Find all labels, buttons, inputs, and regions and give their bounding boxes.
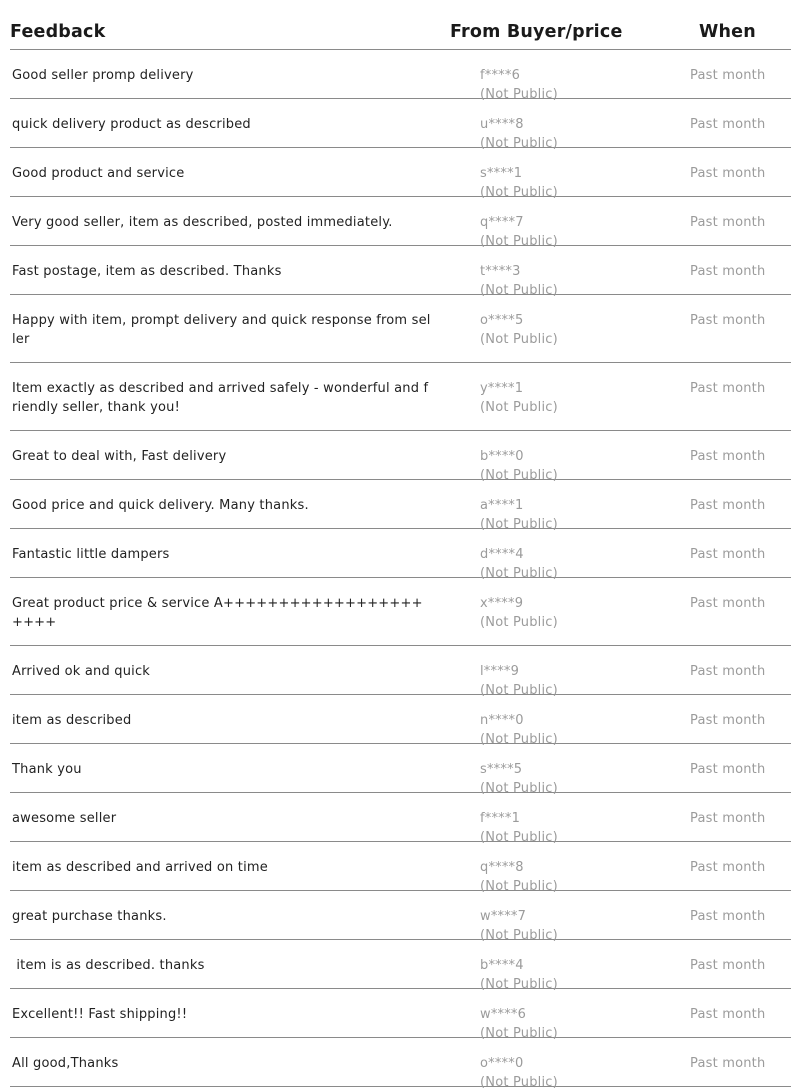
feedback-text: item as described bbox=[12, 713, 132, 728]
buyer-cell bbox=[480, 379, 558, 417]
when-text: Past month bbox=[690, 215, 766, 230]
buyer-id: t****3 bbox=[480, 264, 521, 279]
when-text: Past month bbox=[690, 713, 766, 728]
not-public-label: (Not Public) bbox=[480, 468, 558, 483]
feedback-text: Good price and quick delivery. Many thanks. bbox=[12, 498, 309, 513]
table-row bbox=[10, 695, 791, 747]
buyer-id: o****0 bbox=[480, 1056, 524, 1071]
feedback-text: Fantastic little dampers bbox=[12, 547, 170, 562]
feedback-text: awesome seller bbox=[12, 811, 117, 826]
when-text: Past month bbox=[690, 449, 766, 464]
not-public-label: (Not Public) bbox=[480, 830, 558, 845]
feedback-text: Excellent!! Fast shipping!! bbox=[12, 1007, 188, 1022]
buyer-id: n****0 bbox=[480, 713, 524, 728]
table-header bbox=[10, 0, 791, 50]
when-text: Past month bbox=[690, 313, 766, 328]
buyer-price-column-header: From Buyer/price bbox=[450, 22, 623, 42]
table-row bbox=[10, 842, 791, 894]
when-text: Past month bbox=[690, 664, 766, 679]
table-row bbox=[10, 197, 791, 249]
buyer-id: x****9 bbox=[480, 596, 524, 611]
when-text: Past month bbox=[690, 166, 766, 181]
buyer-id: b****4 bbox=[480, 958, 524, 973]
when-text: Past month bbox=[690, 381, 766, 396]
buyer-id: y****1 bbox=[480, 381, 524, 396]
table-row bbox=[10, 431, 791, 483]
not-public-label: (Not Public) bbox=[480, 781, 558, 796]
when-text: Past month bbox=[690, 1007, 766, 1022]
not-public-label: (Not Public) bbox=[480, 732, 558, 747]
feedback-text: Very good seller, item as described, posted immediately. bbox=[12, 215, 393, 230]
when-text: Past month bbox=[690, 498, 766, 513]
not-public-label: (Not Public) bbox=[480, 87, 558, 102]
feedback-text: item is as described. thanks bbox=[12, 958, 205, 973]
not-public-label: (Not Public) bbox=[480, 400, 558, 415]
when-text: Past month bbox=[690, 1056, 766, 1071]
not-public-label: (Not Public) bbox=[480, 1026, 558, 1041]
feedback-text: great purchase thanks. bbox=[12, 909, 167, 924]
buyer-id: s****5 bbox=[480, 762, 523, 777]
feedback-text: quick delivery product as described bbox=[12, 117, 251, 132]
feedback-text: Thank you bbox=[12, 762, 82, 777]
table-row bbox=[10, 940, 791, 992]
feedback-text: Good seller promp delivery bbox=[12, 68, 194, 83]
feedback-text: Great to deal with, Fast delivery bbox=[12, 449, 227, 464]
feedback-text: Happy with item, prompt delivery and quick response from seller bbox=[12, 313, 431, 347]
when-text: Past month bbox=[690, 811, 766, 826]
not-public-label: (Not Public) bbox=[480, 332, 558, 347]
table-row bbox=[10, 50, 791, 102]
not-public-label: (Not Public) bbox=[480, 185, 558, 200]
feedback-text: All good,Thanks bbox=[12, 1056, 119, 1071]
buyer-id: q****8 bbox=[480, 860, 524, 875]
not-public-label: (Not Public) bbox=[480, 879, 558, 894]
table-row bbox=[10, 891, 791, 943]
feedback-text: Item exactly as described and arrived safely - wonderful and friendly seller, thank you! bbox=[12, 381, 429, 415]
table-row bbox=[10, 363, 791, 431]
when-text: Past month bbox=[690, 762, 766, 777]
when-text: Past month bbox=[690, 860, 766, 875]
not-public-label: (Not Public) bbox=[480, 1075, 558, 1090]
when-column-header: When bbox=[699, 22, 756, 42]
buyer-id: b****0 bbox=[480, 449, 524, 464]
not-public-label: (Not Public) bbox=[480, 683, 558, 698]
table-row bbox=[10, 793, 791, 845]
table-row bbox=[10, 148, 791, 200]
buyer-id: w****6 bbox=[480, 1007, 527, 1022]
not-public-label: (Not Public) bbox=[480, 136, 558, 151]
not-public-label: (Not Public) bbox=[480, 928, 558, 943]
buyer-id: f****6 bbox=[480, 68, 521, 83]
when-text: Past month bbox=[690, 117, 766, 132]
feedback-text: Great product price & service A++++++++++++++++++++++ bbox=[12, 596, 423, 630]
buyer-id: l****9 bbox=[480, 664, 520, 679]
feedback-column-header: Feedback bbox=[10, 22, 106, 42]
table-row bbox=[10, 744, 791, 796]
table-row bbox=[10, 989, 791, 1041]
buyer-id: q****7 bbox=[480, 215, 524, 230]
when-text: Past month bbox=[690, 596, 766, 611]
table-row bbox=[10, 578, 791, 646]
not-public-label: (Not Public) bbox=[480, 615, 558, 630]
not-public-label: (Not Public) bbox=[480, 283, 558, 298]
when-text: Past month bbox=[690, 958, 766, 973]
feedback-text: item as described and arrived on time bbox=[12, 860, 268, 875]
table-row bbox=[10, 99, 791, 151]
buyer-cell bbox=[480, 1054, 558, 1092]
buyer-id: d****4 bbox=[480, 547, 524, 562]
when-text: Past month bbox=[690, 909, 766, 924]
not-public-label: (Not Public) bbox=[480, 566, 558, 581]
buyer-id: s****1 bbox=[480, 166, 523, 181]
when-text: Past month bbox=[690, 68, 766, 83]
buyer-id: f****1 bbox=[480, 811, 521, 826]
table-row bbox=[10, 529, 791, 581]
feedback-text: Good product and service bbox=[12, 166, 185, 181]
buyer-id: w****7 bbox=[480, 909, 527, 924]
buyer-cell bbox=[480, 594, 558, 632]
feedback-table bbox=[10, 0, 791, 1090]
table-row bbox=[10, 246, 791, 298]
table-row bbox=[10, 295, 791, 363]
table-row bbox=[10, 480, 791, 532]
not-public-label: (Not Public) bbox=[480, 977, 558, 992]
not-public-label: (Not Public) bbox=[480, 234, 558, 249]
when-text: Past month bbox=[690, 547, 766, 562]
buyer-id: o****5 bbox=[480, 313, 524, 328]
buyer-cell bbox=[480, 311, 558, 349]
not-public-label: (Not Public) bbox=[480, 517, 558, 532]
table-row bbox=[10, 1038, 791, 1090]
feedback-text: Fast postage, item as described. Thanks bbox=[12, 264, 282, 279]
buyer-id: a****1 bbox=[480, 498, 524, 513]
table-row bbox=[10, 646, 791, 698]
feedback-text: Arrived ok and quick bbox=[12, 664, 151, 679]
buyer-id: u****8 bbox=[480, 117, 524, 132]
when-text: Past month bbox=[690, 264, 766, 279]
